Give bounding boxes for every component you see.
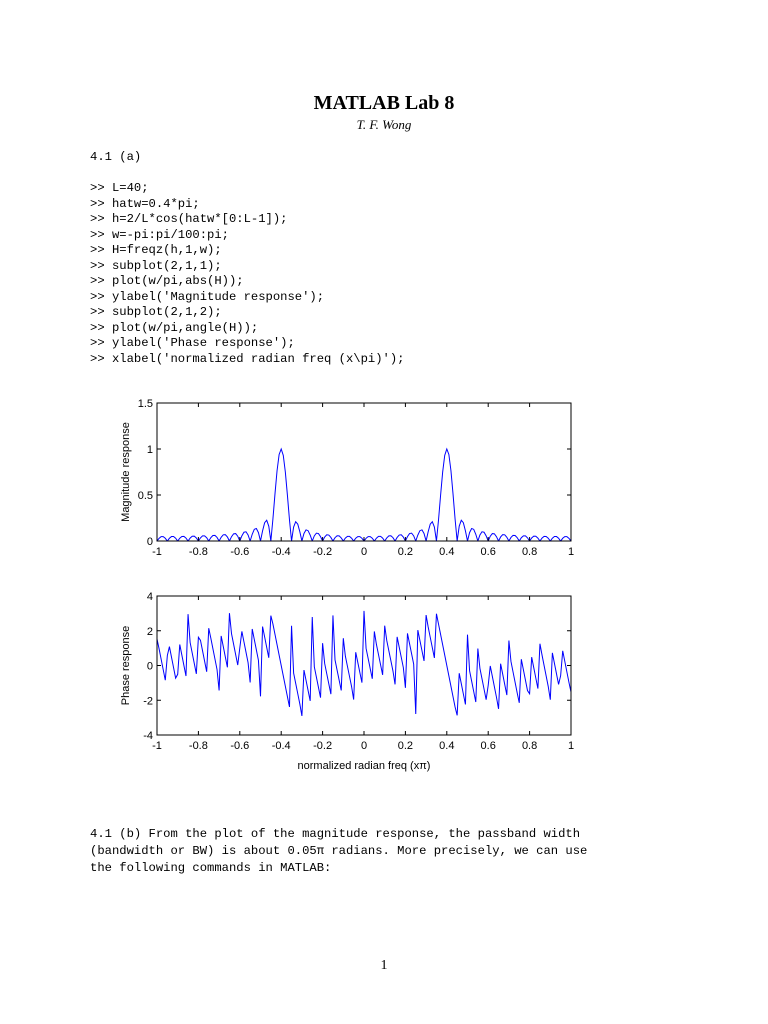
x-tick-label: 0 bbox=[360, 740, 368, 752]
document-author: T. F. Wong bbox=[356, 117, 412, 132]
y-tick-label: -4 bbox=[143, 730, 153, 742]
code-line: >> h=2/L*cos(hatw*[0:L-1]); bbox=[90, 212, 288, 226]
magnitude-plot bbox=[120, 398, 574, 558]
code-line: >> subplot(2,1,1); bbox=[90, 258, 222, 273]
x-tick-label: 0 bbox=[360, 546, 368, 558]
paragraph-line: (bandwidth or BW) is about 0.05π radians. More precisely, we can use bbox=[90, 844, 588, 858]
document-title: MATLAB Lab 8 bbox=[313, 92, 455, 114]
x-tick-label: -0.6 bbox=[230, 740, 250, 752]
magnitude-response-line bbox=[157, 449, 571, 541]
code-line: >> w=-pi:pi/100:pi; bbox=[90, 227, 229, 242]
y-tick-label: 0.5 bbox=[137, 490, 153, 502]
code-line: >> plot(w/pi,abs(H)); bbox=[90, 274, 244, 288]
x-tick-label: -0.2 bbox=[313, 740, 333, 752]
y-axis-label: Magnitude response bbox=[120, 422, 132, 522]
phase-plot bbox=[120, 591, 574, 772]
code-line: >> H=freqz(h,1,w); bbox=[90, 243, 222, 257]
x-tick-label: 0.8 bbox=[521, 740, 538, 752]
x-tick-label: -1 bbox=[152, 740, 162, 752]
y-tick-label: 4 bbox=[146, 591, 153, 603]
x-tick-label: 1 bbox=[567, 740, 575, 752]
x-tick-label: 0.8 bbox=[521, 546, 538, 558]
axes-box bbox=[157, 403, 571, 541]
x-tick-label: -1 bbox=[152, 546, 162, 558]
y-axis-label: Phase response bbox=[120, 625, 132, 706]
code-line: >> xlabel('normalized radian freq (x\pi)'); bbox=[90, 351, 405, 366]
x-tick-label: 0.4 bbox=[439, 740, 455, 752]
code-line: >> subplot(2,1,2); bbox=[90, 305, 222, 319]
x-tick-label: 0.6 bbox=[480, 740, 496, 752]
y-tick-label: 1 bbox=[146, 444, 153, 456]
paragraph-4-1-b bbox=[90, 826, 690, 877]
paragraph-line: the following commands in MATLAB: bbox=[90, 861, 332, 875]
section-label: 4.1 (a) bbox=[90, 150, 142, 164]
matlab-figure bbox=[0, 385, 768, 785]
code-line: >> hatw=0.4*pi; bbox=[90, 196, 200, 211]
x-tick-label: -0.4 bbox=[271, 546, 291, 558]
page-number: 1 bbox=[380, 958, 388, 973]
code-line: >> ylabel('Phase response'); bbox=[90, 336, 295, 350]
x-tick-label: 0.2 bbox=[397, 740, 414, 752]
x-axis-label: normalized radian freq (xπ) bbox=[297, 760, 431, 772]
code-line: >> ylabel('Magnitude response'); bbox=[90, 289, 325, 304]
x-tick-label: 0.2 bbox=[397, 546, 414, 558]
x-tick-label: -0.2 bbox=[313, 546, 333, 558]
y-tick-label: 0 bbox=[146, 536, 153, 548]
x-tick-label: -0.8 bbox=[188, 546, 208, 558]
x-tick-label: 0.6 bbox=[480, 546, 496, 558]
phase-response-line bbox=[157, 611, 571, 716]
y-tick-label: 2 bbox=[146, 625, 153, 638]
y-tick-label: 0 bbox=[146, 660, 153, 673]
paragraph-line: 4.1 (b) From the plot of the magnitude response, the passband width bbox=[90, 827, 581, 841]
x-tick-label: -0.4 bbox=[271, 740, 291, 752]
x-tick-label: 0.4 bbox=[439, 546, 455, 558]
x-tick-label: -0.6 bbox=[230, 546, 250, 558]
code-line: >> plot(w/pi,angle(H)); bbox=[90, 320, 259, 335]
x-tick-label: 1 bbox=[567, 546, 575, 558]
y-tick-label: 1.5 bbox=[137, 398, 153, 410]
code-line: >> L=40; bbox=[90, 181, 149, 195]
x-tick-label: -0.8 bbox=[188, 740, 208, 752]
code-block bbox=[90, 181, 405, 367]
y-tick-label: -2 bbox=[143, 695, 153, 708]
